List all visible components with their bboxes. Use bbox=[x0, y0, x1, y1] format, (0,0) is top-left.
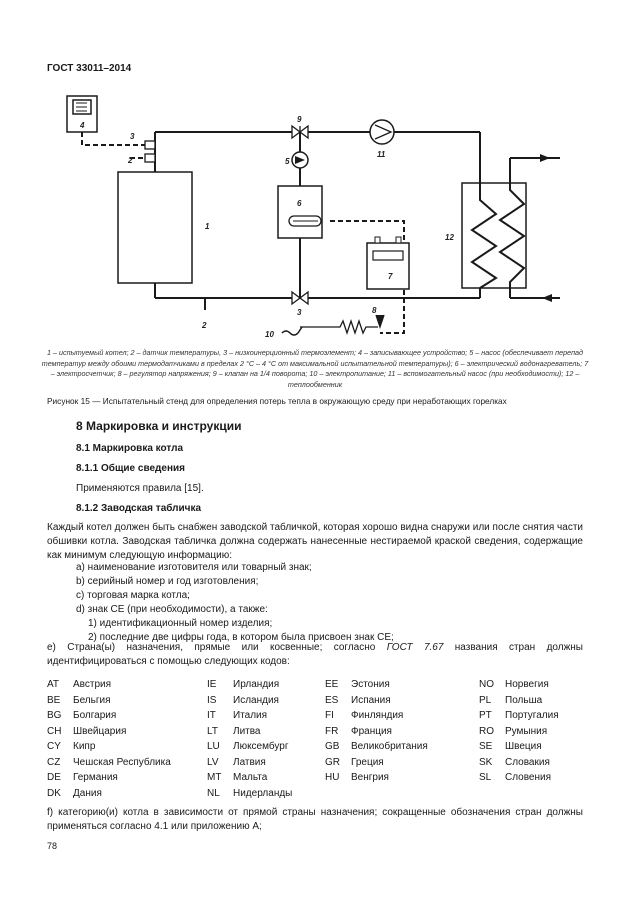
nameplate-paragraph: Каждый котел должен быть снабжен заводской табличкой, которая хорошо видна снаружи или после снятия части обшивки котла. Заводская табличка должна содержать нанесенные нестираемой краской сведения, содержащие как минимум следующую информацию: bbox=[47, 522, 583, 561]
country-name: Германия bbox=[73, 772, 118, 783]
country-name: Финляндия bbox=[351, 710, 404, 721]
country-name: Латвия bbox=[233, 756, 266, 768]
country-name: Польша bbox=[505, 694, 543, 706]
country-code: DE bbox=[47, 772, 61, 783]
country-code: SL bbox=[479, 772, 492, 783]
country-code: BE bbox=[47, 694, 61, 706]
country-name: Великобритания bbox=[351, 741, 428, 752]
country-name: Эстония bbox=[351, 679, 390, 690]
list-item: a) наименование изготовителя или товарный знак; bbox=[76, 562, 312, 573]
country-name: Швейцария bbox=[73, 725, 127, 737]
country-code: IE bbox=[207, 679, 217, 690]
label-9a: 9 bbox=[297, 115, 302, 124]
country-name: Нидерланды bbox=[233, 787, 293, 799]
section-8-1-2-heading: 8.1.2 Заводская табличка bbox=[76, 503, 202, 514]
list-item: 1) идентификационный номер изделия; bbox=[88, 618, 273, 629]
nameplate-list bbox=[76, 561, 394, 645]
country-row bbox=[479, 757, 559, 773]
country-row bbox=[325, 695, 428, 711]
country-code: IT bbox=[207, 710, 216, 721]
list-item: d) знак CE (при необходимости), а также: bbox=[76, 604, 268, 615]
figure-title: Рисунок 15 — Испытательный стенд для определения потерь тепла в окружающую среду при неработающих горелках bbox=[47, 396, 507, 406]
standard-reference: ГОСТ 7.67 bbox=[386, 642, 444, 653]
country-code: ES bbox=[325, 694, 339, 706]
country-code: GR bbox=[325, 756, 340, 768]
country-name: Болгария bbox=[73, 710, 117, 721]
country-row bbox=[479, 710, 559, 726]
country-name: Люксембург bbox=[233, 741, 289, 752]
country-row bbox=[479, 679, 559, 695]
country-code: PL bbox=[479, 694, 492, 706]
country-name: Словения bbox=[505, 772, 552, 783]
country-name: Чешская Республика bbox=[73, 756, 171, 768]
country-name: Греция bbox=[351, 756, 384, 768]
figure-legend: 1 – испытуемый котел; 2 – датчик температуры, 3 – низкоинерционный термоэлемент; 4 – записывающее устройство; 5 – насос (обеспечивает перепад температур между обоими термодатчиками в пределах 2 °С – 4 °С от максимальной испытательной температуры); 6 – электрический водонагреватель; 7 – электросчетчик; 8 – регулятор напряжения; 9 – клапан на 1/4 поворота; 10 – электропитание; 11 – вспомогательный насос (при необходимости); 12 – теплообменник bbox=[41, 348, 589, 389]
country-row bbox=[325, 710, 428, 726]
country-name: Исландия bbox=[233, 694, 279, 706]
country-row bbox=[47, 695, 171, 711]
label-4: 4 bbox=[80, 121, 85, 130]
label-8: 8 bbox=[372, 306, 377, 315]
country-name: Италия bbox=[233, 710, 268, 721]
label-6: 6 bbox=[297, 199, 302, 208]
label-2b: 2 bbox=[202, 321, 207, 330]
country-code: AT bbox=[47, 679, 60, 690]
country-code: NO bbox=[479, 679, 494, 690]
pump-5 bbox=[292, 152, 308, 168]
country-name: Австрия bbox=[73, 679, 112, 690]
country-name: Швеция bbox=[505, 741, 542, 752]
country-code: CZ bbox=[47, 756, 61, 768]
country-row bbox=[47, 788, 171, 804]
country-column bbox=[47, 679, 171, 803]
rules-text: Применяются правила [15]. bbox=[76, 483, 204, 494]
country-row bbox=[47, 772, 171, 788]
sensor-line-3 bbox=[82, 132, 145, 145]
country-name: Словакия bbox=[505, 756, 550, 768]
country-row bbox=[325, 679, 428, 695]
country-code: SE bbox=[479, 741, 493, 752]
country-code: SK bbox=[479, 756, 493, 768]
page-number: 78 bbox=[47, 841, 58, 851]
section-8-1-1-heading: 8.1.1 Общие сведения bbox=[76, 463, 185, 474]
country-row bbox=[207, 679, 292, 695]
list-item: c) торговая марка котла; bbox=[76, 590, 190, 601]
country-code: CY bbox=[47, 741, 61, 752]
heat-exchanger bbox=[462, 183, 526, 288]
country-row bbox=[479, 741, 559, 757]
country-code: EE bbox=[325, 679, 339, 690]
label-7: 7 bbox=[388, 272, 393, 281]
label-10: 10 bbox=[265, 330, 274, 339]
country-code: LV bbox=[207, 756, 219, 768]
test-bench-diagram bbox=[0, 0, 630, 350]
country-row bbox=[325, 726, 428, 742]
country-row bbox=[325, 757, 428, 773]
country-column bbox=[325, 679, 428, 788]
label-3a: 3 bbox=[130, 132, 135, 141]
country-code: NL bbox=[207, 787, 220, 799]
country-row bbox=[47, 679, 171, 695]
country-row bbox=[207, 710, 292, 726]
country-row bbox=[479, 726, 559, 742]
label-5: 5 bbox=[285, 157, 290, 166]
country-code: HU bbox=[325, 772, 340, 783]
country-row bbox=[207, 788, 292, 804]
country-column bbox=[479, 679, 559, 788]
country-name: Венгрия bbox=[351, 772, 389, 783]
voltage-regulator bbox=[300, 315, 384, 333]
country-name: Испания bbox=[351, 694, 391, 706]
label-3b: 3 bbox=[297, 308, 302, 317]
country-code: MT bbox=[207, 772, 222, 783]
country-code: CH bbox=[47, 725, 62, 737]
label-1: 1 bbox=[205, 222, 210, 231]
country-code: PT bbox=[479, 710, 492, 721]
country-row bbox=[325, 772, 428, 788]
pump-11 bbox=[370, 120, 394, 144]
country-row bbox=[325, 741, 428, 757]
country-code: DK bbox=[47, 787, 61, 799]
tested-boiler bbox=[118, 172, 192, 283]
country-row bbox=[47, 726, 171, 742]
country-name: Ирландия bbox=[233, 679, 280, 690]
country-row bbox=[207, 741, 292, 757]
country-row bbox=[47, 757, 171, 773]
country-code: FR bbox=[325, 725, 339, 737]
electric-water-heater bbox=[278, 186, 322, 238]
country-code: RO bbox=[479, 725, 494, 737]
country-name: Мальта bbox=[233, 772, 268, 783]
country-row bbox=[207, 695, 292, 711]
country-code: BG bbox=[47, 710, 62, 721]
country-name: Литва bbox=[233, 725, 261, 737]
country-name: Дания bbox=[73, 787, 102, 799]
country-name: Португалия bbox=[505, 710, 559, 721]
document-header: ГОСТ 33011–2014 bbox=[47, 63, 132, 74]
category-paragraph: f) категорию(и) котла в зависимости от прямой страны назначения; сокращенные обозначения стран должны применяться согласно 4.1 или приложению А; bbox=[47, 807, 583, 832]
list-item: b) серийный номер и год изготовления; bbox=[76, 576, 259, 587]
country-name: Франция bbox=[351, 725, 392, 737]
country-row bbox=[479, 772, 559, 788]
label-12: 12 bbox=[445, 233, 454, 242]
country-row bbox=[207, 772, 292, 788]
power-supply bbox=[282, 327, 302, 335]
country-row bbox=[47, 710, 171, 726]
country-code: FI bbox=[325, 710, 334, 721]
country-code: LT bbox=[207, 725, 218, 737]
section-8-1-heading: 8.1 Маркировка котла bbox=[76, 443, 184, 454]
list-item: 2) последние две цифры года, в котором была присвоен знак CE; bbox=[88, 632, 394, 643]
country-name: Кипр bbox=[73, 741, 96, 752]
country-row bbox=[207, 757, 292, 773]
country-name: Бельгия bbox=[73, 694, 111, 706]
electric-meter bbox=[367, 243, 409, 289]
label-11: 11 bbox=[377, 150, 386, 159]
countries-paragraph: e) Страна(ы) назначения, прямые или косвенные; согласно ГОСТ 7.67 названия стран должны идентифицироваться с помощью следующих кодов: bbox=[47, 642, 583, 667]
country-row bbox=[207, 726, 292, 742]
country-code: LU bbox=[207, 741, 220, 752]
country-code: IS bbox=[207, 694, 217, 706]
country-name: Норвегия bbox=[505, 679, 549, 690]
country-row bbox=[47, 741, 171, 757]
section-8-heading: 8 Маркировка и инструкции bbox=[76, 419, 242, 433]
country-name: Румыния bbox=[505, 725, 548, 737]
label-2a: 2 bbox=[128, 156, 133, 165]
country-column bbox=[207, 679, 292, 803]
country-row bbox=[479, 695, 559, 711]
country-code: GB bbox=[325, 741, 340, 752]
